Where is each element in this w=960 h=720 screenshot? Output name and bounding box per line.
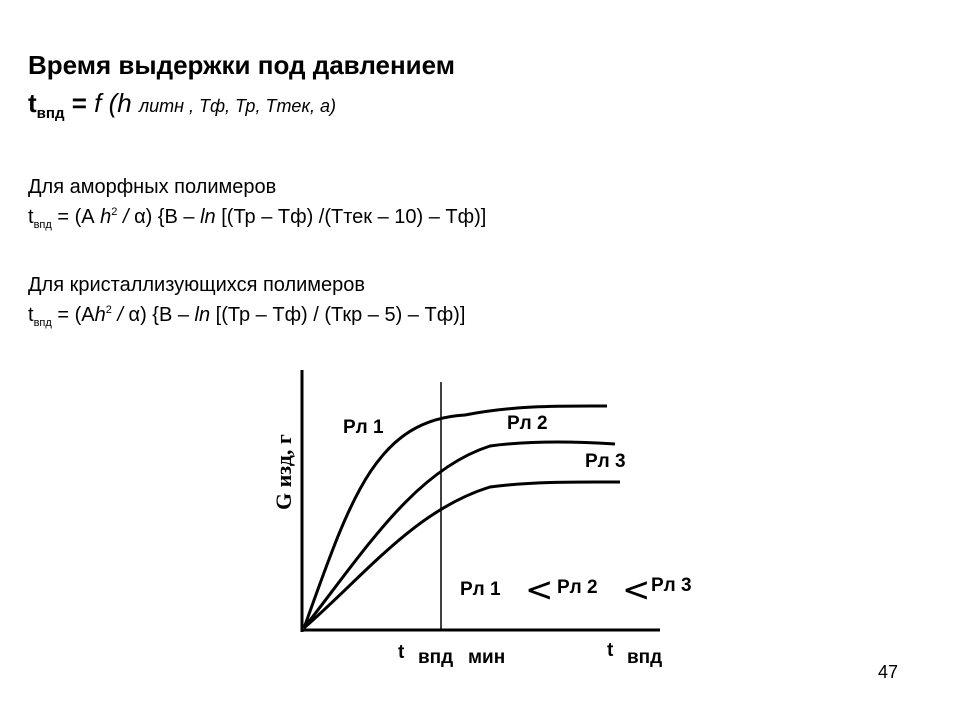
amorphous-t-subscript: впд bbox=[33, 219, 52, 231]
crystallizing-part3: [(Тр – Тф) / (Ткр – 5) – Тф)] bbox=[210, 304, 466, 326]
crystallizing-h-superscript: 2 bbox=[105, 304, 112, 316]
amorphous-formula bbox=[28, 206, 486, 231]
amorphous-heading: Для аморфных полимеров bbox=[28, 176, 277, 198]
crystallizing-slash: / bbox=[111, 304, 129, 326]
x-label-tmin-t: t bbox=[398, 642, 405, 663]
relation-pl1: Рл 1 bbox=[460, 579, 501, 600]
crystallizing-formula bbox=[28, 304, 465, 329]
page-number: 47 bbox=[878, 662, 899, 682]
slide-title: Время выдержки под давлением bbox=[28, 50, 455, 80]
amorphous-h: h bbox=[100, 206, 112, 228]
crystallizing-t: t bbox=[28, 304, 34, 326]
x-label-tmin-sub1: впд bbox=[418, 647, 454, 668]
series-line-pl2 bbox=[304, 442, 615, 628]
series-label-pl1: Рл 1 bbox=[343, 417, 384, 438]
main-formula bbox=[28, 88, 336, 122]
x-label-t: t bbox=[607, 640, 614, 661]
amorphous-part3: [(Тр – Тф) /(Ттек – 10) – Тф)] bbox=[215, 206, 487, 228]
series-label-pl2: Рл 2 bbox=[507, 413, 548, 434]
relation-sign-1: < bbox=[525, 570, 554, 610]
crystallizing-t-subscript: впд bbox=[33, 317, 52, 329]
crystallizing-ln: ln bbox=[194, 304, 211, 326]
y-axis-label: G изд, г bbox=[271, 434, 296, 510]
x-label-tmin-sub2: мин bbox=[468, 647, 506, 668]
x-label-sub: впд bbox=[627, 647, 663, 668]
formula-function: f bbox=[94, 88, 102, 118]
amorphous-part1: = (А bbox=[51, 206, 101, 228]
formula-equals: = bbox=[64, 88, 95, 118]
crystallizing-h: h bbox=[94, 304, 106, 326]
amorphous-part2: α) {В – bbox=[134, 206, 201, 228]
formula-t: t bbox=[28, 88, 37, 118]
amorphous-t: t bbox=[28, 206, 34, 228]
formula-open: (h bbox=[101, 88, 139, 118]
crystallizing-part1: = (А bbox=[51, 304, 95, 326]
amorphous-slash: / bbox=[117, 206, 135, 228]
relation-pl3: Рл 3 bbox=[651, 575, 692, 596]
crystallizing-part2: α) {В – bbox=[128, 304, 195, 326]
pressure-hold-chart bbox=[255, 360, 695, 670]
amorphous-h-superscript: 2 bbox=[111, 206, 118, 218]
formula-args: литн , Тф, Тр, Ттек, а) bbox=[138, 96, 336, 116]
relation-sign-2: < bbox=[622, 570, 651, 610]
crystallizing-heading: Для кристаллизующихся полимеров bbox=[28, 274, 366, 296]
series-label-pl3: Рл 3 bbox=[585, 451, 626, 472]
relation-pl2: Рл 2 bbox=[557, 577, 598, 598]
formula-t-subscript: впд bbox=[36, 105, 65, 122]
amorphous-ln: ln bbox=[200, 206, 216, 228]
